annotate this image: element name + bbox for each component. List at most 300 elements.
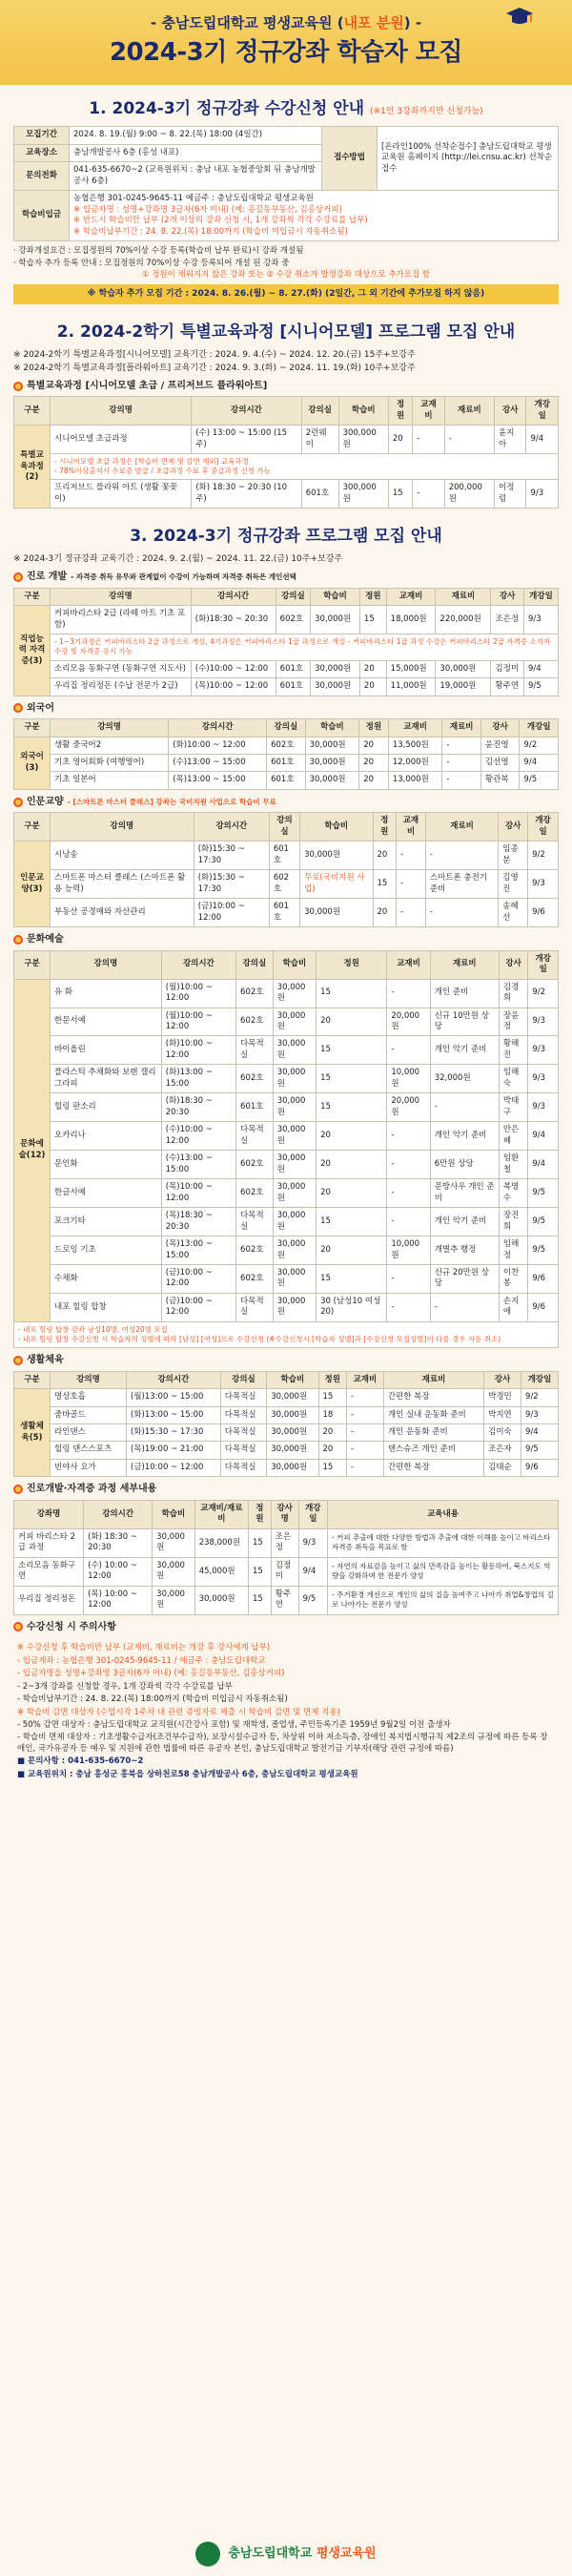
row-note: - 78%이상출석시 수료증 발급 / 초급과정 수료 후 중급과정 신청 가능: [54, 467, 271, 476]
course-start: 9/6: [521, 1459, 559, 1476]
col-header: 학습비: [300, 813, 373, 841]
table-row: [14, 1459, 559, 1476]
note-line: ※ 학습비 감면 대상자 (수업시작 1주차 내 관련 증빙자료 제출 시 학습비 감면 및 면제 적용): [17, 1707, 340, 1717]
col-header: 강의시간: [191, 588, 276, 605]
course-room: 601호: [269, 841, 299, 870]
col-header: 강의실: [267, 719, 306, 737]
bullet-item: · 강좌개설요건 : 모집정원의 70%이상 수강 등록(학습비 납부 완료)시 강좌 개설됨: [13, 246, 304, 257]
table-row: [14, 1406, 559, 1423]
course-teacher: 이찬봉: [499, 1264, 528, 1293]
course-book: 13,000원: [388, 772, 442, 789]
contact-label: 문의전화: [14, 162, 70, 191]
table-row: [14, 634, 559, 660]
note-line: ※ 수강신청 후 학습비만 납부 (교재비, 재료비는 개강 후 강사에게 납부): [17, 1643, 271, 1653]
course-time: (금)10:00 ~ 12:00: [161, 1264, 235, 1293]
course-fee: 30,000원: [273, 979, 316, 1008]
course-cap: 15: [317, 1036, 387, 1065]
course-teacher: 김미숙: [484, 1424, 521, 1442]
bullet-dot-icon: [13, 703, 23, 713]
course-room: 602호: [276, 606, 310, 634]
course-time: (목)19:00 ~ 21:00: [127, 1442, 221, 1459]
course-start: 9/4: [528, 1122, 559, 1151]
course-time: (화) 18:30 ~ 20:30 (10주): [192, 480, 302, 509]
table-row: [14, 899, 559, 927]
course-start: 9/3: [528, 870, 559, 899]
table-row: [14, 426, 559, 454]
col-header: 강의시간: [127, 1371, 221, 1388]
course-book: -: [346, 1406, 383, 1423]
cert-name: 우리집 정리정돈: [14, 1586, 84, 1614]
course-teacher: 안은혜: [499, 1122, 528, 1151]
course-cap: 15: [318, 1459, 346, 1476]
choir-note: - 내포 힐링 합창 수강신청 시 학습자의 성별에 따라 [남성] [여성]으로 수강신청 (※수강신청시 [학습자 성별]과 [수강신청 모집성별]이 다를 경우 자동 취소): [18, 1334, 501, 1343]
table-row: [14, 1586, 559, 1614]
humanities-subhead: [13, 796, 559, 809]
col-header: 강의시간: [161, 950, 235, 979]
col-header: 교재비: [388, 719, 442, 737]
place-value: 충남개발공사 6층 (홍성 내포): [70, 144, 322, 161]
course-start: 9/5: [523, 678, 558, 696]
course-room: 다목적실: [220, 1424, 266, 1442]
course-time: (수)10:00 ~ 12:00: [161, 1122, 235, 1151]
col-header: 재료비: [436, 588, 491, 605]
course-time: (수)10:00 ~ 12:00: [191, 660, 276, 677]
table-row: [14, 1122, 559, 1151]
hero-subtitle-post: ) -: [403, 14, 422, 31]
course-name: 힐링 댄스스포츠: [51, 1442, 127, 1459]
course-book: -: [387, 1122, 430, 1151]
course-time: (화)13:00 ~ 15:00: [127, 1406, 221, 1423]
col-header: 강의명: [51, 950, 162, 979]
col-header: 개강일: [523, 588, 558, 605]
col-header: 재료비: [425, 813, 498, 841]
university-logo-icon: [195, 2542, 220, 2566]
course-room: 다목적실: [236, 1208, 274, 1236]
course-teacher: 황관복: [480, 772, 520, 789]
course-mat: 개인 악기 준비: [430, 1122, 499, 1151]
table-row: [14, 1236, 559, 1265]
col-header: 정원: [359, 588, 386, 605]
cert-time: (수) 10:00 ~ 12:00: [84, 1557, 153, 1586]
section2-title: 2. 2024-2학기 특별교육과정 [시니어모델] 프로그램 모집 안내: [56, 322, 516, 342]
course-start: 9/3: [528, 1036, 559, 1065]
course-time: (금)10:00 ~ 12:00: [161, 1293, 235, 1321]
col-header: 강의명: [51, 588, 192, 605]
col-header: 강의실: [236, 950, 274, 979]
course-mat: 개인 준비: [430, 979, 499, 1008]
col-header: 강의명: [51, 397, 192, 426]
course-name: 문인화: [51, 1151, 162, 1179]
course-cap: 20: [318, 1442, 346, 1459]
location-line: ■ 교육원위치 : 충남 홍성군 홍북읍 상하천로58 충남개발공사 6층, 충남도립대학교 평생교육원: [17, 1769, 358, 1779]
col-header: 강의명: [51, 719, 169, 737]
course-room: 602호: [269, 870, 299, 899]
special-row-notes: [51, 454, 559, 480]
course-cap: 20: [359, 737, 389, 754]
course-mat: 스마트폰 충전기 준비: [425, 870, 498, 899]
course-mat: -: [444, 426, 494, 454]
course-mat: 신규 10만원 상당: [430, 1008, 499, 1036]
registration-table: [13, 126, 559, 241]
course-book: -: [387, 1036, 430, 1065]
course-book: 13,500원: [388, 737, 442, 754]
course-mat: 개인 운동화 준비: [383, 1424, 483, 1442]
course-time: (수)13:00 ~ 15:00: [169, 754, 267, 771]
place-label: 교육장소: [14, 144, 70, 161]
course-teacher: 황해진: [499, 1036, 528, 1065]
course-start: 9/5: [520, 772, 559, 789]
course-time: (목)13:00 ~ 15:00: [169, 772, 267, 789]
note-line: - 2~3개 강좌를 신청할 경우, 1개 강좌씩 각각 수강료를 납부: [17, 1681, 233, 1692]
row-note: - 시니어모델 초급 과정은 [학습비 면제 및 감면 제외] 교육과정: [54, 457, 249, 467]
course-book: -: [396, 899, 425, 927]
course-book: -: [387, 979, 430, 1008]
course-name: 기초 일본어: [51, 772, 169, 789]
course-mat: -: [442, 737, 481, 754]
cert-cap: 15: [249, 1586, 272, 1614]
col-header: 교재비: [386, 588, 436, 605]
col-header: 강의명: [51, 813, 194, 841]
barista-note: - 1~3기과정은 커피바리스타 2급 과정으로 개설, 4기과정은 커피바리스타 1급 과정으로 개설 - 커피바리스타 1급 과정 수강은 커피바리스타 2급 자격증 소지자 수강 및 자격증 응시 가능: [51, 634, 559, 660]
col-header: 학습비: [338, 397, 388, 426]
contact-line: ■ 문의사항 : 041-635-6670~2: [17, 1756, 144, 1767]
course-room: 601호: [267, 754, 306, 771]
special-subhead-text: 특별교육과정 [시니어모델 초급 / 프리저브드 플라워아트]: [27, 380, 268, 391]
col-header: 재료비: [442, 719, 481, 737]
course-time: (목)13:00 ~ 15:00: [161, 1236, 235, 1265]
col-header: 교재비/재료비: [194, 1500, 248, 1528]
col-header: 재료비: [383, 1371, 483, 1388]
course-fee: 무료(국비지원 사업): [300, 870, 373, 899]
course-mat: -: [430, 1093, 499, 1122]
table-row: [14, 678, 559, 696]
course-cap: 20: [359, 772, 389, 789]
course-mat: 문방사우 개인 준비: [430, 1179, 499, 1208]
career-subhead: [13, 571, 559, 584]
course-time: (화)15:30 ~ 17:30: [194, 841, 269, 870]
course-room: 601호: [236, 1093, 274, 1122]
course-fee: 30,000원: [267, 1389, 318, 1406]
course-fee: 30,000원: [267, 1459, 318, 1476]
course-book: -: [413, 426, 444, 454]
section-regular: [0, 512, 572, 1790]
course-mat: -: [425, 899, 498, 927]
col-header: 강사명: [271, 1500, 298, 1528]
course-teacher: 김경희: [499, 979, 528, 1008]
course-name: 라인댄스: [51, 1424, 127, 1442]
notes-block: [13, 1637, 559, 1786]
course-time: (목)18:30 ~ 20:30: [161, 1208, 235, 1236]
course-time: (수)13:00 ~ 15:00: [161, 1151, 235, 1179]
course-fee: 30,000원: [311, 678, 360, 696]
career-subnote: - 자격증 취득 유무와 관계없이 수강이 가능하며 자격증 취득은 개인선택: [71, 572, 296, 582]
course-name: 프리저브드 플라워 아트 (생활 꽃꽂이): [51, 480, 192, 509]
sports-subhead-text: 생활체육: [27, 1355, 64, 1366]
col-header: 학습비: [273, 950, 316, 979]
course-cap: 20: [317, 1151, 387, 1179]
hero-subtitle-pre: - 충남도립대학교 평생교육원 (: [150, 14, 344, 31]
notes-subhead: [13, 1621, 559, 1634]
section1-note: (※1인 3강좌까지만 신청가능): [370, 107, 483, 117]
col-header: 개강일: [520, 719, 559, 737]
section1-bullets: [13, 246, 559, 280]
col-header: 정원: [388, 397, 412, 426]
col-header: 학습비: [267, 1371, 318, 1388]
cert-cap: 15: [249, 1528, 272, 1557]
category-cell: 직업능력 자격증(3): [14, 606, 51, 696]
notes-subhead-text: 수강신청 시 주의사항: [27, 1621, 116, 1632]
course-room: 다목적실: [236, 1293, 274, 1321]
col-header: 강의실: [301, 397, 338, 426]
cert-name: 소리모음 동화구연: [14, 1557, 84, 1586]
course-book: -: [346, 1459, 383, 1476]
table-row: [14, 1065, 559, 1093]
course-fee: 30,000원: [267, 1406, 318, 1423]
course-fee: 300,000원: [338, 480, 388, 509]
special-table: [13, 396, 559, 509]
course-teacher: 장윤정: [499, 1008, 528, 1036]
course-name: 한글서예: [51, 1179, 162, 1208]
table-row: [14, 1424, 559, 1442]
additional-recruit-banner: ※ 학습자 추가 모집 기간 : 2024. 8. 26.(월) ~ 8. 27.(화) (2일간, 그 외 기간에 추가모집 하지 않음): [13, 284, 559, 303]
course-room: 다목적실: [220, 1406, 266, 1423]
course-start: 9/3: [528, 1093, 559, 1122]
table-row: [14, 737, 559, 754]
course-teacher: 김정미: [491, 660, 524, 677]
course-name: 명상호흡: [51, 1389, 127, 1406]
cert-book: 45,000원: [194, 1557, 248, 1586]
col-header: 정원: [373, 813, 396, 841]
period-value: 2024. 8. 19.(월) 9:00 ~ 8. 22.(목) 18:00 (4일간): [70, 127, 322, 144]
hero-subtitle-branch: 내포 분원: [343, 14, 404, 31]
course-book: 11,000원: [386, 678, 436, 696]
course-fee: 30,000원: [273, 1093, 316, 1122]
course-teacher: 박지연: [484, 1406, 521, 1423]
cert-teacher: 조은정: [271, 1528, 298, 1557]
course-book: -: [387, 1293, 430, 1321]
course-start: 9/5: [528, 1236, 559, 1265]
col-header: 구분: [14, 1371, 51, 1388]
course-mat: 19,000원: [436, 678, 491, 696]
course-start: 9/6: [528, 1293, 559, 1321]
course-room: 602호: [236, 979, 274, 1008]
humanities-table: [13, 812, 559, 927]
course-mat: -: [442, 772, 481, 789]
bullet-dot-icon: [13, 935, 23, 945]
course-mat: 댄스슈즈 개인 준비: [383, 1442, 483, 1459]
cert-cap: 15: [249, 1557, 272, 1586]
col-header: 재료비: [444, 397, 494, 426]
cert-fee: 30,000원: [153, 1586, 195, 1614]
col-header: 강의실: [269, 813, 299, 841]
col-header: 강사: [499, 813, 528, 841]
col-header: 교재비: [413, 397, 444, 426]
course-name: 커피바리스타 2급 (라떼 아트 기초 포함): [51, 606, 192, 634]
course-mat: 200,000원: [444, 480, 494, 509]
col-header: 강사: [494, 397, 525, 426]
category-cell: 특별교육과정(2): [14, 426, 51, 509]
cert-fee: 30,000원: [153, 1528, 195, 1557]
course-time: (수) 13:00 ~ 15:00 (15주): [192, 426, 302, 454]
course-fee: 30,000원: [273, 1179, 316, 1208]
choir-note: - 내포 힐링 합창 강좌 남성10명, 여성20명 모집: [18, 1324, 168, 1334]
course-room: 602호: [236, 1179, 274, 1208]
cert-time: (목) 10:00 ~ 12:00: [84, 1586, 153, 1614]
page-title: 2024-3기 정규강좌 학습자 모집: [109, 38, 463, 68]
table-header-row: [14, 1500, 559, 1528]
course-cap: 20: [317, 1122, 387, 1151]
career-table: [13, 588, 559, 696]
cert-book: 238,000원: [194, 1528, 248, 1557]
course-book: -: [346, 1389, 383, 1406]
col-header: 교재비: [396, 813, 425, 841]
footer-name-main: 충남도립대학교: [228, 2546, 313, 2562]
course-book: 20,000원: [387, 1008, 430, 1036]
course-start: 9/6: [528, 899, 559, 927]
cert-time: (화) 18:30 ~ 20:30: [84, 1528, 153, 1557]
course-teacher: 김태순: [484, 1459, 521, 1476]
course-start: 9/2: [520, 737, 559, 754]
course-fee: 30,000원: [273, 1008, 316, 1036]
course-name: 기초 영어회화 (여행영어): [51, 754, 169, 771]
course-start: 9/3: [521, 1406, 559, 1423]
cert-teacher: 황주연: [271, 1586, 298, 1614]
course-book: 10,000원: [387, 1236, 430, 1265]
bullet-item: · 학습자 추가 등록 안내 : 모집정원의 70%이상 수강 등록되어 개설 된 강좌 중: [13, 258, 290, 268]
bullet-dot-icon: [13, 1622, 23, 1631]
course-fee: 300,000원: [338, 426, 388, 454]
table-row: [14, 841, 559, 870]
col-header: 강의실: [220, 1371, 266, 1388]
course-mat: -: [425, 841, 498, 870]
cert-content: - 커피 추출에 대한 다양한 방법과 추출에 대한 이해를 높이고 바리스타 자격증 취득을 목표로 함: [328, 1528, 559, 1557]
course-teacher: 임해숙: [499, 1065, 528, 1093]
course-name: 줌바골드: [51, 1406, 127, 1423]
course-time: (화)10:00 ~ 12:00: [169, 737, 267, 754]
course-fee: 30,000원: [273, 1065, 316, 1093]
course-start: 9/2: [528, 841, 559, 870]
course-mat: -: [442, 754, 481, 771]
choir-notes: [13, 1322, 559, 1348]
col-header: 개강일: [528, 813, 559, 841]
course-name: 생활 중국어2: [51, 737, 169, 754]
note-line: - 학습비 면제 대상자 : 기초생활수급자(조건부수급자), 보장시설수급자 등, 차상위 이하 저소득층, 장애인 복지법시행규칙 제2조의 규정에 따른 등록 장애인, 국가유공자 등 예우 및 지원에 관한 법률에 따른 유공자 본인, 충남도립대학교 발전기금 기부자(해당 관련 규정에 따름): [17, 1733, 548, 1754]
course-start: 9/2: [528, 979, 559, 1008]
course-start: 9/5: [528, 1179, 559, 1208]
section1-title-text: 1. 2024-3기 정규강좌 수강신청 안내: [89, 99, 365, 119]
course-fee: 30,000원: [311, 660, 360, 677]
course-time: (금)10:00 ~ 12:00: [194, 899, 269, 927]
course-time: (월)10:00 ~ 12:00: [161, 979, 235, 1008]
col-header: 개강일: [521, 1371, 559, 1388]
note-line: - 입금계좌 : 농협은행 301-0245-9645-11 / 예금주 : 충남도립대학교: [17, 1655, 266, 1666]
table-row: [14, 480, 559, 509]
course-start: 9/6: [528, 1264, 559, 1293]
course-room: 601호: [269, 899, 299, 927]
table-row: [14, 660, 559, 677]
bullet-dot-icon: [13, 1485, 23, 1494]
category-cell: 문화예술(12): [14, 979, 51, 1321]
cert-start: 9/5: [298, 1586, 327, 1614]
course-start: 9/4: [526, 426, 559, 454]
course-time: (화)18:30 ~ 20:30: [161, 1093, 235, 1122]
table-row: [14, 1151, 559, 1179]
course-fee: 30,000원: [300, 899, 373, 927]
course-cap: 15: [317, 1264, 387, 1293]
culture-subhead: [13, 933, 559, 946]
course-fee: 30,000원: [305, 737, 359, 754]
course-cap: 18: [318, 1406, 346, 1423]
course-time: (월)10:00 ~ 12:00: [161, 1008, 235, 1036]
humanities-subhead-text: 인문교양: [27, 796, 64, 807]
table-row: [14, 1036, 559, 1065]
course-name: 빈야사 요가: [51, 1459, 127, 1476]
course-start: 9/2: [521, 1389, 559, 1406]
course-mat: 6만원 상당: [430, 1151, 499, 1179]
course-name: 시니어모델 초급과정: [51, 426, 192, 454]
period-label: 모집기간: [14, 127, 70, 144]
col-header: 정원: [249, 1500, 272, 1528]
course-name: 드로잉 기초: [51, 1236, 162, 1265]
table-row: [14, 1557, 559, 1586]
cert-teacher: 김정미: [271, 1557, 298, 1586]
course-name: 포크기타: [51, 1208, 162, 1236]
col-header: 교육내용: [328, 1500, 559, 1528]
course-cap: 15: [317, 1208, 387, 1236]
course-cap: 20: [359, 754, 389, 771]
col-header: 구분: [14, 813, 51, 841]
course-time: (화)18:30 ~ 20:30: [191, 606, 276, 634]
col-header: 학습비: [311, 588, 360, 605]
course-start: 9/4: [523, 660, 558, 677]
course-fee: 30,000원: [311, 606, 360, 634]
bullet-dot-icon: [13, 798, 23, 807]
category-cell: 생활체육(5): [14, 1389, 51, 1477]
course-cap: 15: [317, 1065, 387, 1093]
course-fee: 30,000원: [267, 1442, 318, 1459]
col-header: 교재비: [387, 950, 430, 979]
career-subhead-text: 진로 개발: [27, 571, 68, 583]
course-mat: -: [430, 1293, 499, 1321]
course-start: 9/4: [520, 754, 559, 771]
course-book: -: [387, 1208, 430, 1236]
table-row: [14, 772, 559, 789]
course-teacher: 임환철: [499, 1151, 528, 1179]
course-start: 9/4: [521, 1424, 559, 1442]
table-header-row: [14, 813, 559, 841]
course-name: 시낭송: [51, 841, 194, 870]
course-teacher: 송혜선: [499, 899, 528, 927]
special-header-row: [14, 397, 559, 426]
payment-line: ※ 학습비납부기간 : 24. 8. 22.(목) 18:00까지 (학습비 미입금시 자동취소됨): [73, 226, 348, 237]
course-fee: 30,000원: [273, 1208, 316, 1236]
foreign-subhead-text: 외국어: [27, 702, 54, 714]
course-time: (금)10:00 ~ 12:00: [127, 1459, 221, 1476]
col-header: 강의시간: [194, 813, 269, 841]
course-room: 2런웨이: [301, 426, 338, 454]
course-name: 부동산 공경매와 자산관리: [51, 899, 194, 927]
table-row: [14, 1528, 559, 1557]
bullet-item: ① 정원이 채워지지 않은 강좌 또는 ② 수강 취소자 발생강좌 대상으로 추가모집 함: [141, 269, 431, 280]
course-teacher: 황주연: [491, 678, 524, 696]
course-book: 18,000원: [386, 606, 436, 634]
col-header: 강의시간: [192, 397, 302, 426]
course-time: (화)13:00 ~ 15:00: [161, 1065, 235, 1093]
course-name: 우리집 정리정돈 (수납 전문가 2급): [51, 678, 192, 696]
cert-fee: 30,000원: [153, 1557, 195, 1586]
course-fee: 30,000원: [300, 841, 373, 870]
bullet-dot-icon: [13, 382, 23, 391]
